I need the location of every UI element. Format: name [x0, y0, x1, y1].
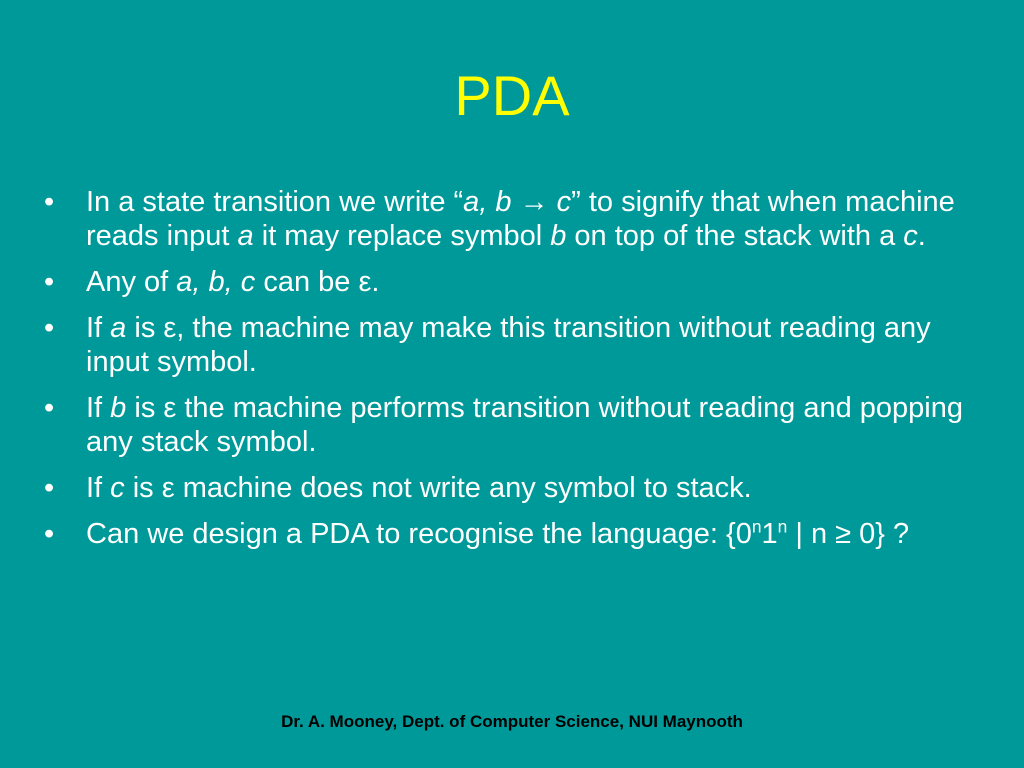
- bullet-text: 1: [761, 518, 778, 550]
- bullet-math: a: [110, 312, 127, 344]
- bullet-text: If: [86, 472, 111, 504]
- bullet-math: b: [110, 392, 127, 424]
- bullet-math: a: [237, 220, 254, 252]
- bullet-text: is ε, the machine may make this transition without reading any input symbol.: [86, 312, 931, 378]
- bullet-icon: •: [44, 186, 55, 218]
- bullet-text: ” to signify that when machine reads input: [86, 186, 955, 252]
- bullet-icon: •: [44, 472, 55, 504]
- bullet-text: is ε machine does not write any symbol to stack.: [124, 472, 752, 504]
- bullet-text: .: [917, 220, 926, 252]
- bullet-superscript: n: [777, 516, 788, 537]
- bullet-item-5: [44, 471, 984, 505]
- slide-title: PDA: [454, 64, 570, 127]
- bullet-icon: •: [44, 266, 55, 298]
- bullet-item-3: [44, 311, 984, 379]
- bullet-item-2: [44, 265, 984, 299]
- bullet-math: a, b, c: [176, 266, 256, 298]
- bullet-item-4: [44, 391, 984, 459]
- slide-footer: Dr. A. Mooney, Dept. of Computer Science, NUI Maynooth: [281, 712, 743, 731]
- bullet-math: c: [110, 472, 125, 504]
- bullet-math: a, b → c: [463, 186, 572, 218]
- bullet-list: [44, 185, 984, 563]
- bullet-text: it may replace symbol: [253, 220, 551, 252]
- bullet-item-6: [44, 517, 984, 551]
- bullet-icon: •: [44, 312, 55, 344]
- bullet-item-1: [44, 185, 984, 253]
- bullet-superscript: n: [751, 516, 762, 537]
- bullet-text: Can we design a PDA to recognise the language: {0: [86, 518, 752, 550]
- bullet-text: on top of the stack with a: [566, 220, 904, 252]
- bullet-icon: •: [44, 518, 55, 550]
- bullet-icon: •: [44, 392, 55, 424]
- bullet-math: c: [903, 220, 918, 252]
- bullet-text: If: [86, 312, 111, 344]
- bullet-text: | n ≥ 0} ?: [787, 518, 910, 550]
- bullet-text: Any of: [86, 266, 177, 298]
- bullet-text: In a state transition we write “: [86, 186, 464, 218]
- bullet-text: can be ε.: [255, 266, 380, 298]
- bullet-text: is ε the machine performs transition without reading and popping any stack symbol.: [86, 392, 963, 458]
- bullet-math: b: [550, 220, 567, 252]
- bullet-text: If: [86, 392, 111, 424]
